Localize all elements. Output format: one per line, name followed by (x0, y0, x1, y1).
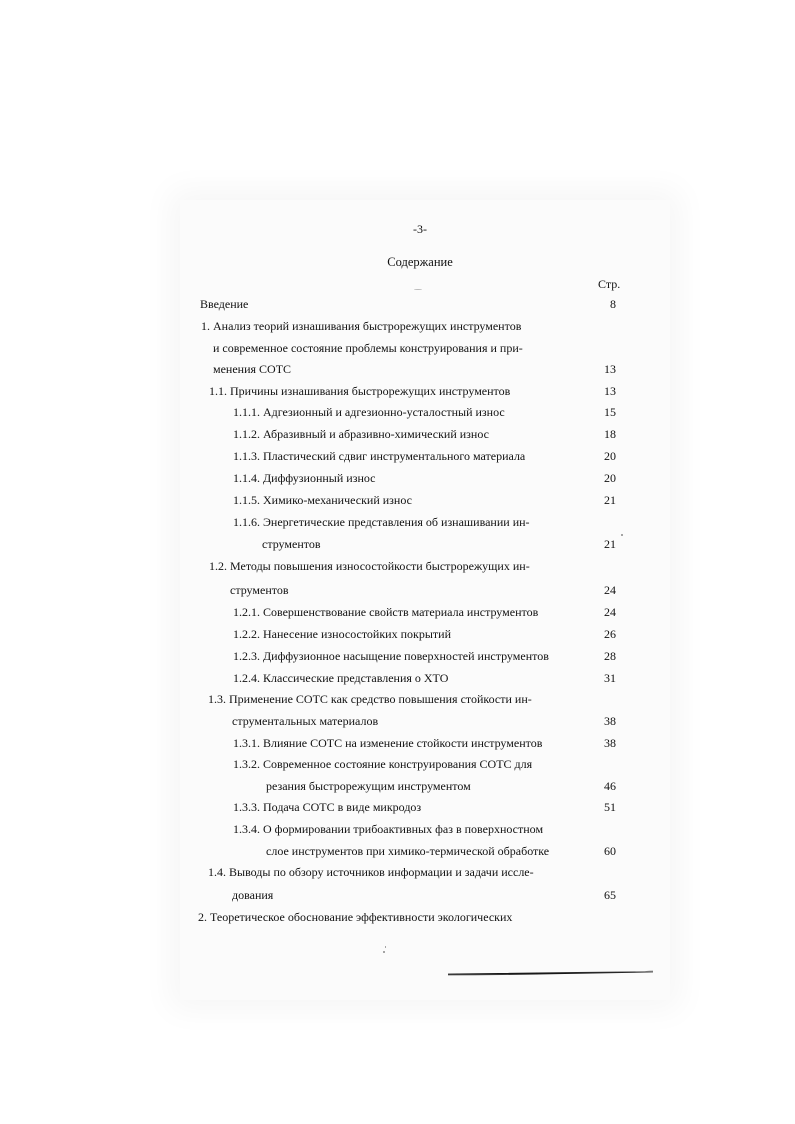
scan-speck (621, 534, 623, 536)
scan-speck (385, 946, 386, 948)
toc-entry-text: 1.3.2. Современное состояние конструирования СОТС для (233, 757, 533, 771)
toc-entry-page: 24 (604, 605, 616, 619)
toc-entry-page: 8 (610, 297, 616, 311)
toc-entry-text: дования (232, 888, 274, 902)
toc-entry-text: струментальных материалов (232, 714, 379, 728)
toc-entry-page: 18 (604, 427, 616, 441)
page-column-header: Стр. (598, 277, 621, 291)
toc-entry-page: 15 (604, 405, 616, 419)
toc-entry-page: 65 (604, 888, 616, 902)
toc-entry-page: 31 (604, 671, 616, 685)
toc-entry-text: 1.3.1. Влияние СОТС на изменение стойкости инструментов (233, 736, 543, 750)
scan-speck (383, 951, 385, 953)
toc-entry-text: струментов (262, 537, 321, 551)
toc-entry-text: 1.2. Методы повышения износостойкости быстрорежущих ин- (209, 559, 530, 573)
toc-entry-text: резания быстрорежущим инструментом (266, 779, 471, 793)
toc-entry-page: 60 (604, 844, 616, 858)
toc-entry-text: 1. Анализ теорий изнашивания быстрорежущих инструментов (201, 319, 522, 333)
toc-entry-text: 1.2.2. Нанесение износостойких покрытий (233, 627, 452, 641)
toc-entry-text: 1.1.2. Абразивный и абразивно-химический износ (233, 427, 489, 441)
toc-entry-text: слое инструментов при химико-термической обработке (266, 844, 550, 858)
toc-entry-page: 46 (604, 779, 616, 793)
toc-entry-text: Введение (200, 297, 249, 311)
toc-entry-text: 1.4. Выводы по обзору источников информации и задачи иссле- (208, 865, 534, 879)
scan-speck (414, 289, 422, 290)
toc-entry-page: 38 (604, 736, 616, 750)
toc-entry-page: 28 (604, 649, 616, 663)
page-title: Содержание (387, 255, 453, 269)
toc-entry-page: 26 (604, 627, 616, 641)
toc-entry-text: 1.1. Причины изнашивания быстрорежущих инструментов (209, 384, 511, 398)
page-number: -3- (413, 222, 427, 236)
toc-entry-text: 1.1.4. Диффузионный износ (233, 471, 376, 485)
toc-entry-page: 13 (604, 384, 616, 398)
toc-entry-page: 13 (604, 362, 616, 376)
toc-entry-page: 24 (604, 583, 616, 597)
toc-entry-page: 21 (604, 537, 616, 551)
toc-entry-text: менения СОТС (213, 362, 292, 376)
toc-entry-page: 21 (604, 493, 616, 507)
toc-entry-page: 51 (604, 800, 616, 814)
toc-entry-text: 1.2.3. Диффузионное насыщение поверхностей инструментов (233, 649, 549, 663)
toc-entry-text: 1.2.1. Совершенствование свойств материала инструментов (233, 605, 539, 619)
toc-entry-page: 20 (604, 471, 616, 485)
toc-entry-text: 1.1.1. Адгезионный и адгезионно-усталостный износ (233, 405, 505, 419)
toc-entry-text: струментов (230, 583, 289, 597)
toc-entry-page: 38 (604, 714, 616, 728)
toc-entry-text: 1.3. Применение СОТС как средство повышения стойкости ин- (208, 692, 532, 706)
toc-entry-text: 2. Теоретическое обоснование эффективности экологических (198, 910, 513, 924)
toc-entry-text: и современное состояние проблемы конструирования и при- (213, 341, 523, 355)
toc-entry-text: 1.1.5. Химико-механический износ (233, 493, 412, 507)
toc-entry-text: 1.1.3. Пластический сдвиг инструментального материала (233, 449, 526, 463)
toc-entry-text: 1.3.3. Подача СОТС в виде микродоз (233, 800, 422, 814)
toc-entry-page: 20 (604, 449, 616, 463)
toc-entry-text: 1.2.4. Классические представления о ХТО (233, 671, 449, 685)
toc-entry-text: 1.1.6. Энергетические представления об изнашивании ин- (233, 515, 530, 529)
toc-entry-text: 1.3.4. О формировании трибоактивных фаз в поверхностном (233, 822, 544, 836)
